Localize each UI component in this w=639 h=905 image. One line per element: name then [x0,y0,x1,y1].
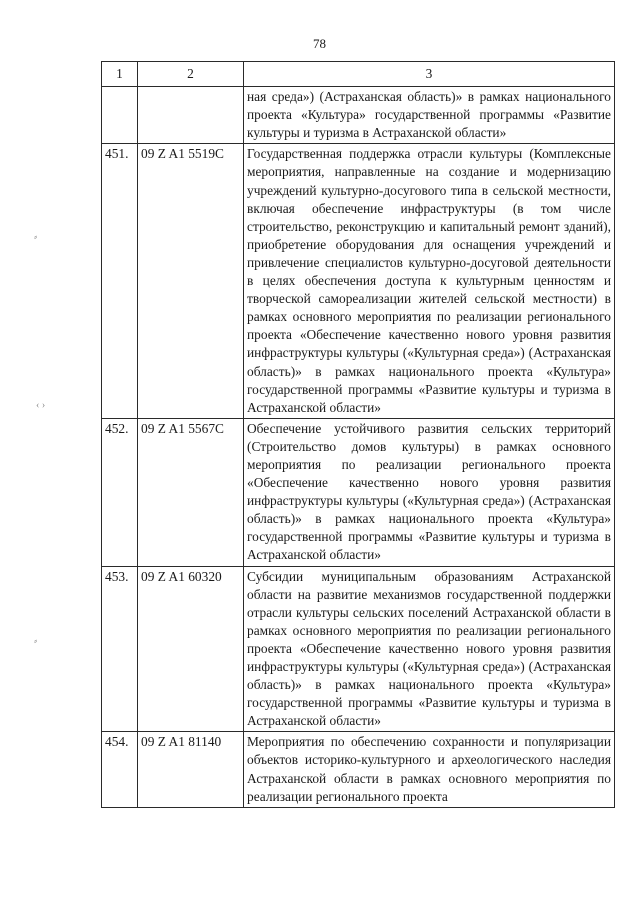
table-row-continuation [102,87,615,144]
code-cell: 09 Z A1 5519С [138,144,244,418]
row-number-cell: 454. [102,732,138,807]
code-cell: 09 Z A1 60320 [138,566,244,732]
scan-artifact: ⸗ [34,636,38,647]
column-header: 1 [102,62,138,87]
column-header: 3 [244,62,615,87]
table-row [102,566,615,732]
description-cell: Субсидии муниципальным образованиям Астраханской области на развитие механизмов государственной поддержки отрасли культуры сельских поселений Астраханской области в рамках основного мероприятия по реализации регионального проекта «Обеспечение качественно нового уровня развития инфраструктуры культуры («Культурная среда») (Астраханская область)» в рамках национального проекта «Культура» государственной программы «Развитие культуры и туризма в Астраханской области» [244,566,615,732]
column-header: 2 [138,62,244,87]
table-row [102,144,615,418]
budget-classification-table [101,61,615,808]
description-cell: ная среда») (Астраханская область)» в рамках национального проекта «Культура» государственной программы «Развитие культуры и туризма в Астраханской области» [244,87,615,144]
table-row [102,418,615,566]
description-cell: Государственная поддержка отрасли культуры (Комплексные мероприятия, направленные на создание и модернизацию учреждений культурно-досугового типа в сельской местности, включая обеспечение инфраструктуры (в том числе строительство, реконструкцию и капитальный ремонт зданий), приобретение оборудования для оснащения учреждений и привлечение специалистов культурно-досуговой деятельности в целях обеспечения доступа к культурным ценностям и творческой самореализации жителей сельской местности) в рамках основного мероприятия по реализации регионального проекта «Обеспечение качественно нового уровня развития инфраструктуры культуры («Культурная среда») (Астраханская область)» в рамках национального проекта «Культура» государственной программы «Развитие культуры и туризма в Астраханской области» [244,144,615,418]
row-number-cell: 452. [102,418,138,566]
row-number-cell [102,87,138,144]
row-number-cell: 451. [102,144,138,418]
table-row [102,732,615,807]
row-number-cell: 453. [102,566,138,732]
scan-artifact: ⸗ [34,232,38,243]
page-number: 78 [313,36,326,51]
description-cell: Мероприятия по обеспечению сохранности и популяризации объектов историко-культурного и археологического наследия Астраханской области в рамках основного мероприятия по реализации регионального проекта [244,732,615,807]
scan-artifact: ‹ › [36,400,46,411]
code-cell [138,87,244,144]
description-cell: Обеспечение устойчивого развития сельских территорий (Строительство домов культуры) в рамках основного мероприятия по реализации регионального проекта «Обеспечение качественно нового уровня развития инфраструктуры культуры («Культурная среда») (Астраханская область)» в рамках национального проекта «Культура» государственной программы «Развитие культуры и туризма в Астраханской области» [244,418,615,566]
code-cell: 09 Z A1 81140 [138,732,244,807]
table-header-row [102,62,615,87]
code-cell: 09 Z A1 5567С [138,418,244,566]
